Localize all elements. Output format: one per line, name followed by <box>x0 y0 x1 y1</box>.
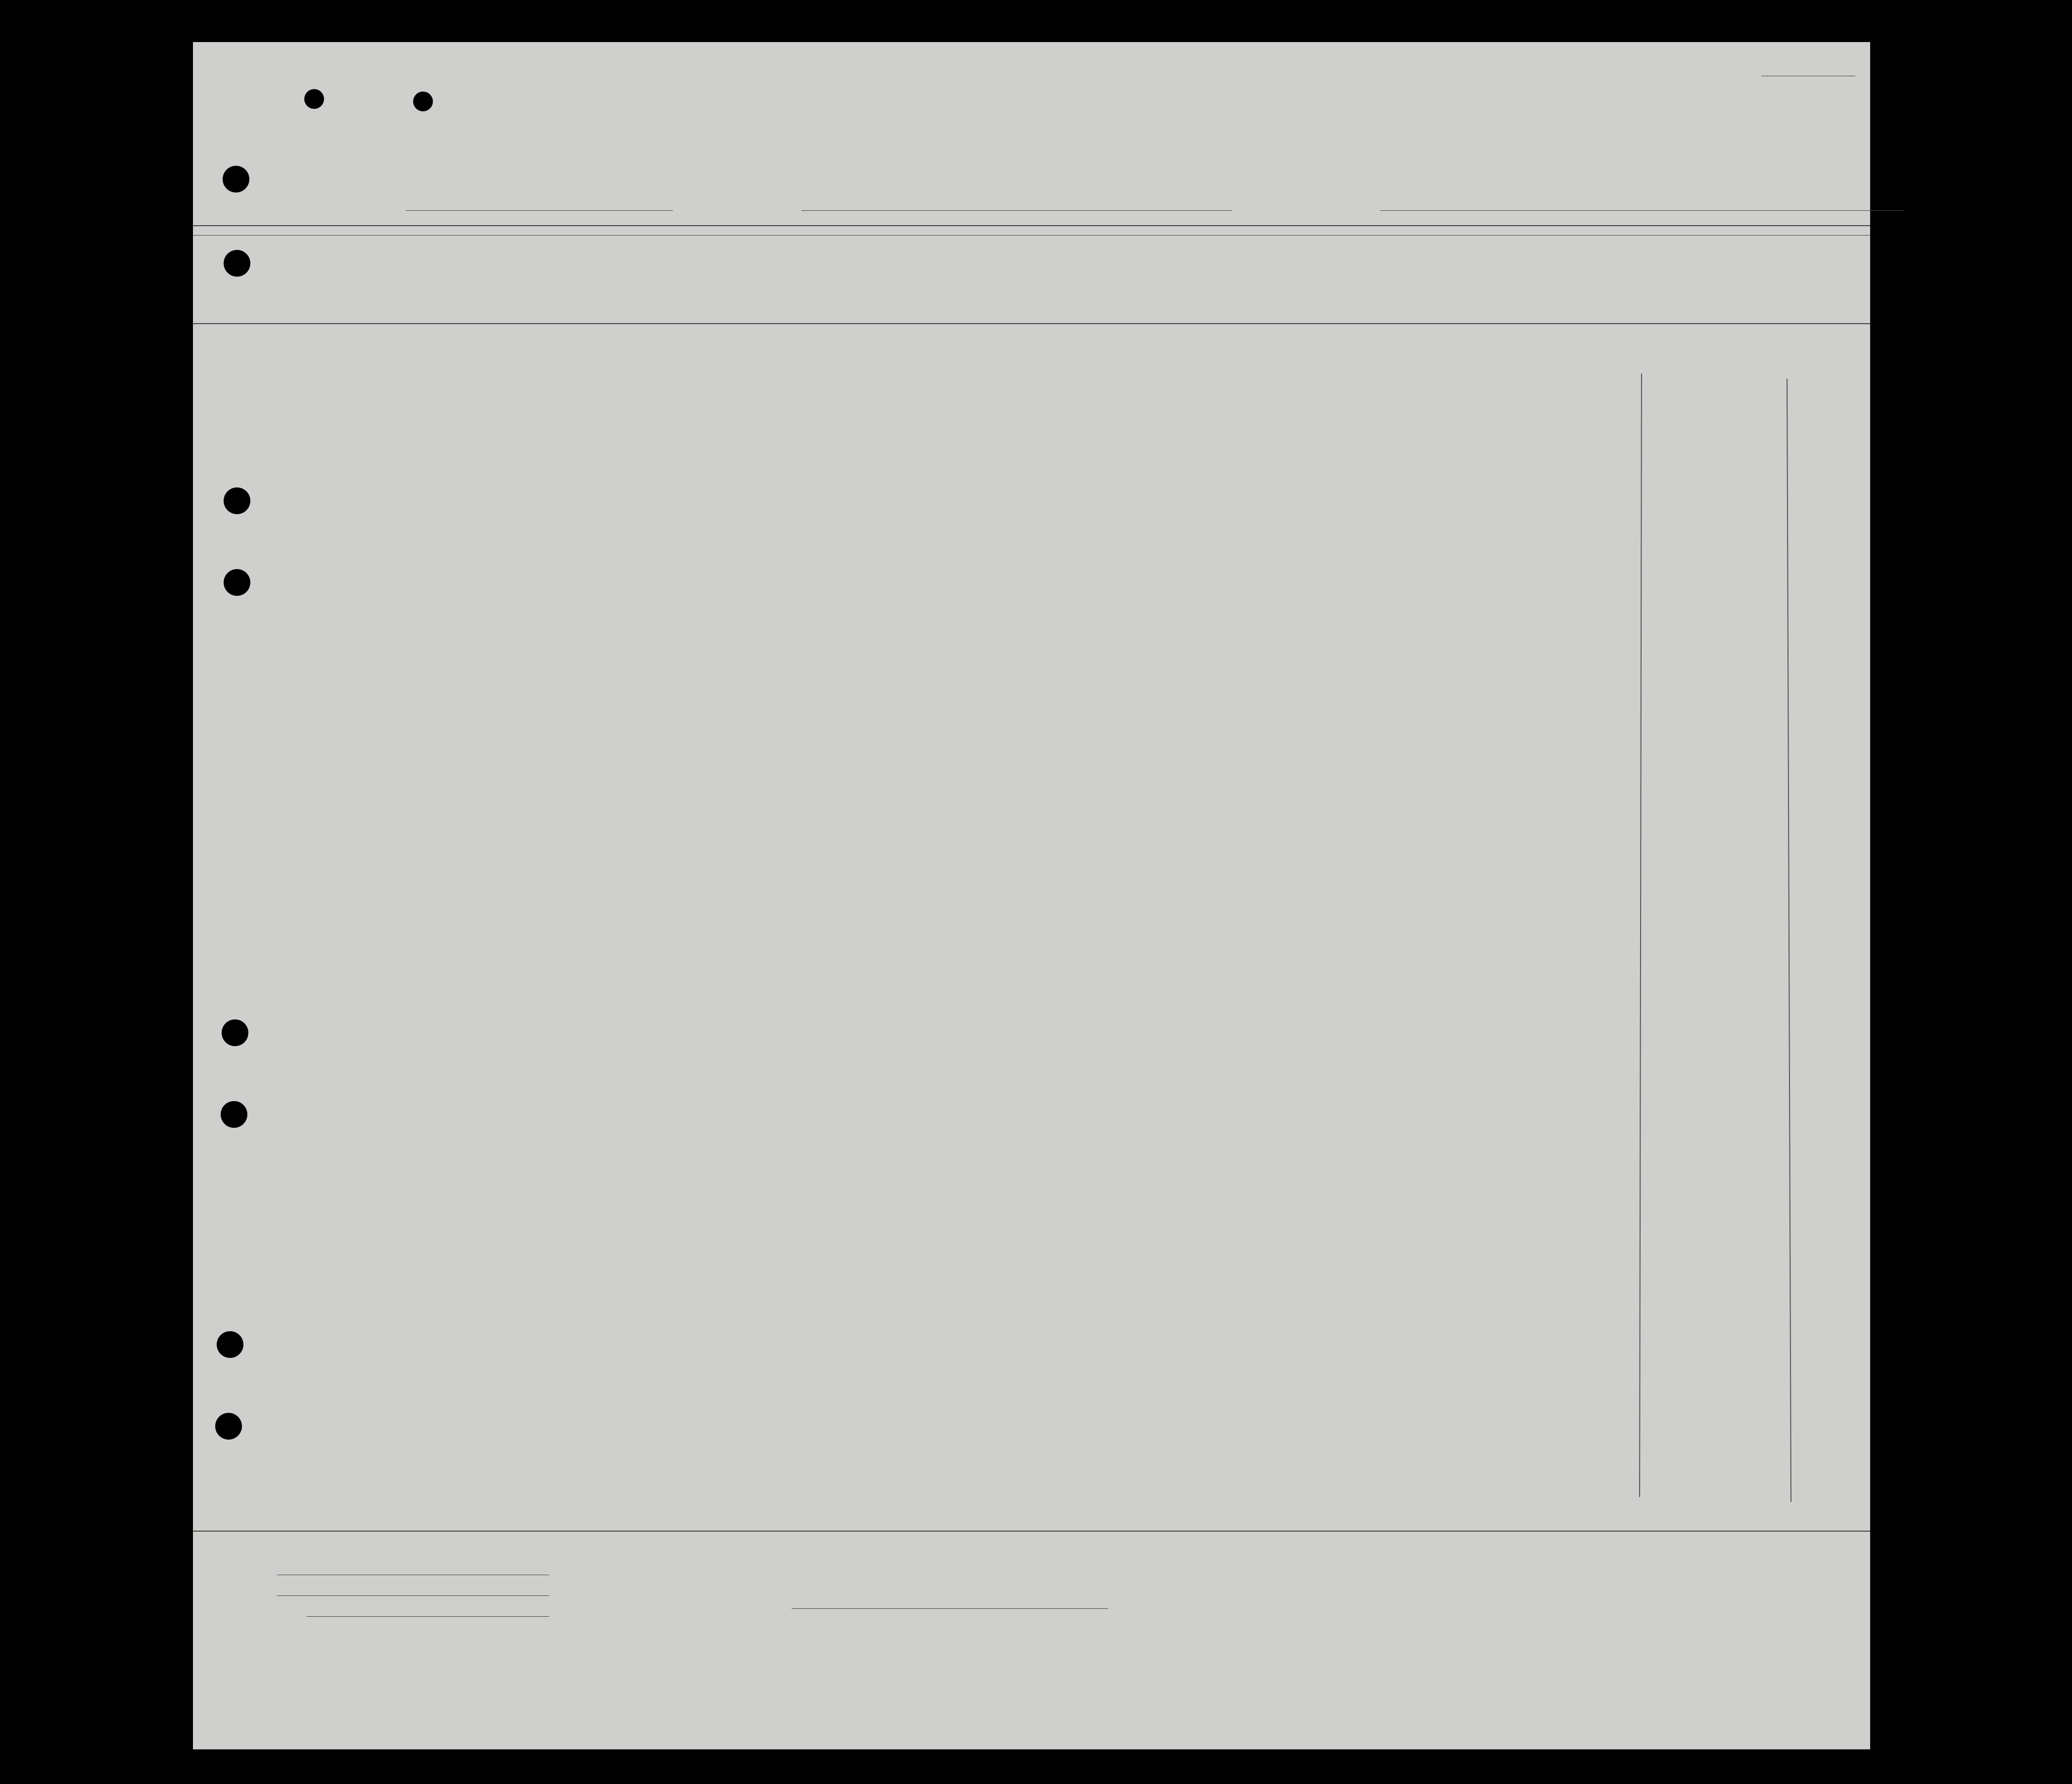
punch-hole <box>221 1101 247 1128</box>
vessel-underline <box>406 210 673 211</box>
manifest-sheet <box>193 42 1870 1749</box>
from-underline <box>1380 210 1905 211</box>
signature-line <box>792 1608 1108 1609</box>
punch-hole <box>413 92 433 111</box>
punch-hole <box>304 89 324 109</box>
crew-table <box>193 225 1870 1542</box>
punch-hole <box>224 569 250 596</box>
arriving-underline <box>801 210 1232 211</box>
punch-hole <box>222 1019 248 1046</box>
punch-hole <box>215 1413 242 1440</box>
table-top-border <box>193 225 1870 226</box>
owner-underline <box>277 1595 549 1596</box>
punch-hole <box>224 250 250 277</box>
agents-underline <box>307 1616 549 1617</box>
action-pencil-line <box>1787 379 1791 1502</box>
table-header-bottom <box>193 323 1870 324</box>
table-top-border-inner <box>193 235 1870 236</box>
table-bottom-border <box>193 1531 1870 1532</box>
punch-hole <box>224 487 250 514</box>
remarks-pencil-line <box>1639 374 1642 1497</box>
punch-hole <box>223 166 249 193</box>
punch-hole <box>217 1331 243 1358</box>
